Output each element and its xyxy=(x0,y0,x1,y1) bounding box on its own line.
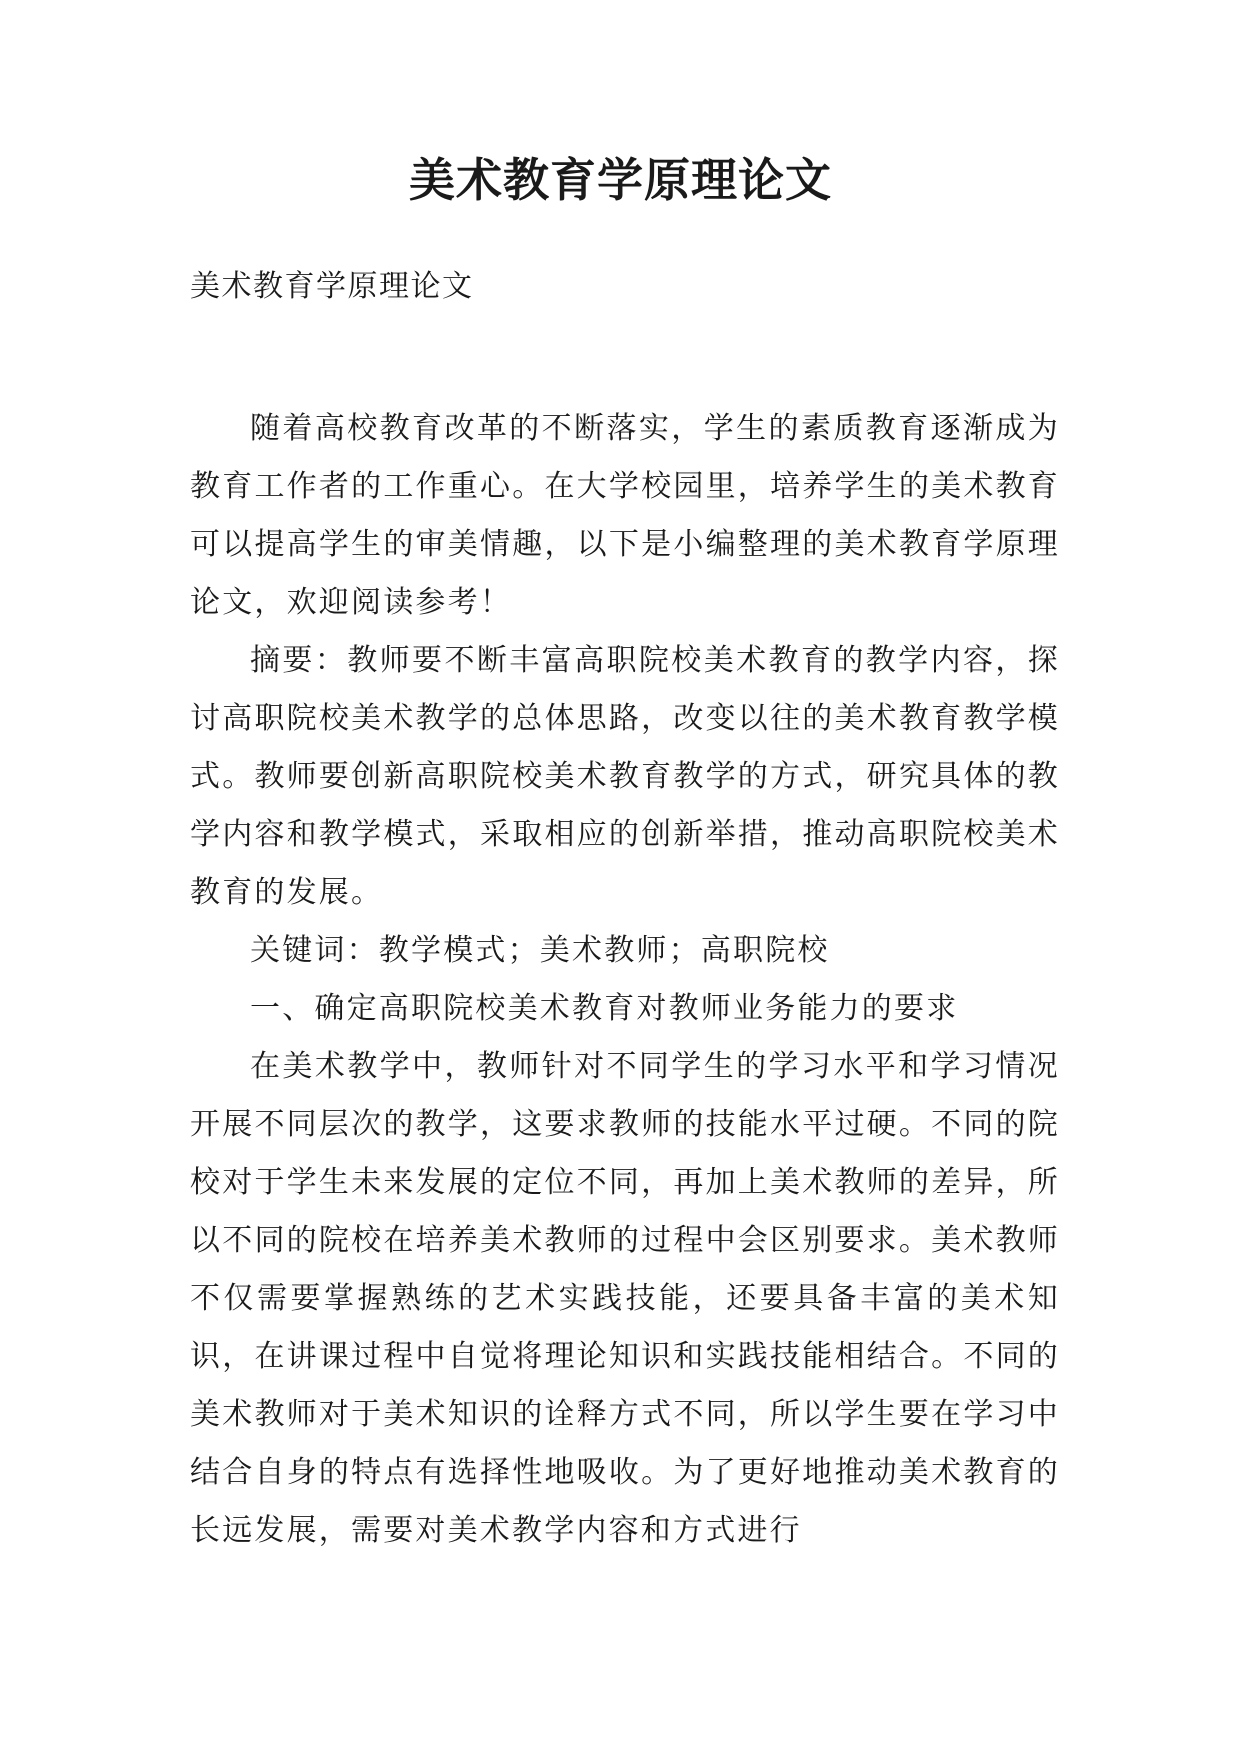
paragraph-intro: 随着高校教育改革的不断落实，学生的素质教育逐渐成为教育工作者的工作重心。在大学校园里，培养学生的美术教育可以提高学生的审美情趣，以下是小编整理的美术教育学原理论文，欢迎阅读参考！ xyxy=(190,411,1060,620)
paragraph-keywords: 关键词：教学模式；美术教师；高职院校 xyxy=(250,933,830,968)
document-subtitle: 美术教育学原理论文 xyxy=(190,269,474,304)
paragraph-abstract: 摘要：教师要不断丰富高职院校美术教育的教学内容，探讨高职院校美术教学的总体思路，改变以往的美术教育教学模式。教师要创新高职院校美术教育教学的方式，研究具体的教学内容和教学模式，采取相应的创新举措，推动高职院校美术教育的发展。 xyxy=(190,643,1060,910)
section-heading-1: 一、确定高职院校美术教育对教师业务能力的要求 xyxy=(250,991,959,1026)
document-body xyxy=(190,400,1060,1560)
paragraph-section-1: 在美术教学中，教师针对不同学生的学习水平和学习情况开展不同层次的教学，这要求教师的技能水平过硬。不同的院校对于学生未来发展的定位不同，再加上美术教师的差异，所以不同的院校在培养美术教师的过程中会区别要求。美术教师不仅需要掌握熟练的艺术实践技能，还要具备丰富的美术知识，在讲课过程中自觉将理论知识和实践技能相结合。不同的美术教师对于美术知识的诠释方式不同，所以学生要在学习中结合自身的特点有选择性地吸收。为了更好地推动美术教育的长远发展，需要对美术教学内容和方式进行 xyxy=(190,1049,1060,1548)
document-title: 美术教育学原理论文 xyxy=(409,153,832,207)
